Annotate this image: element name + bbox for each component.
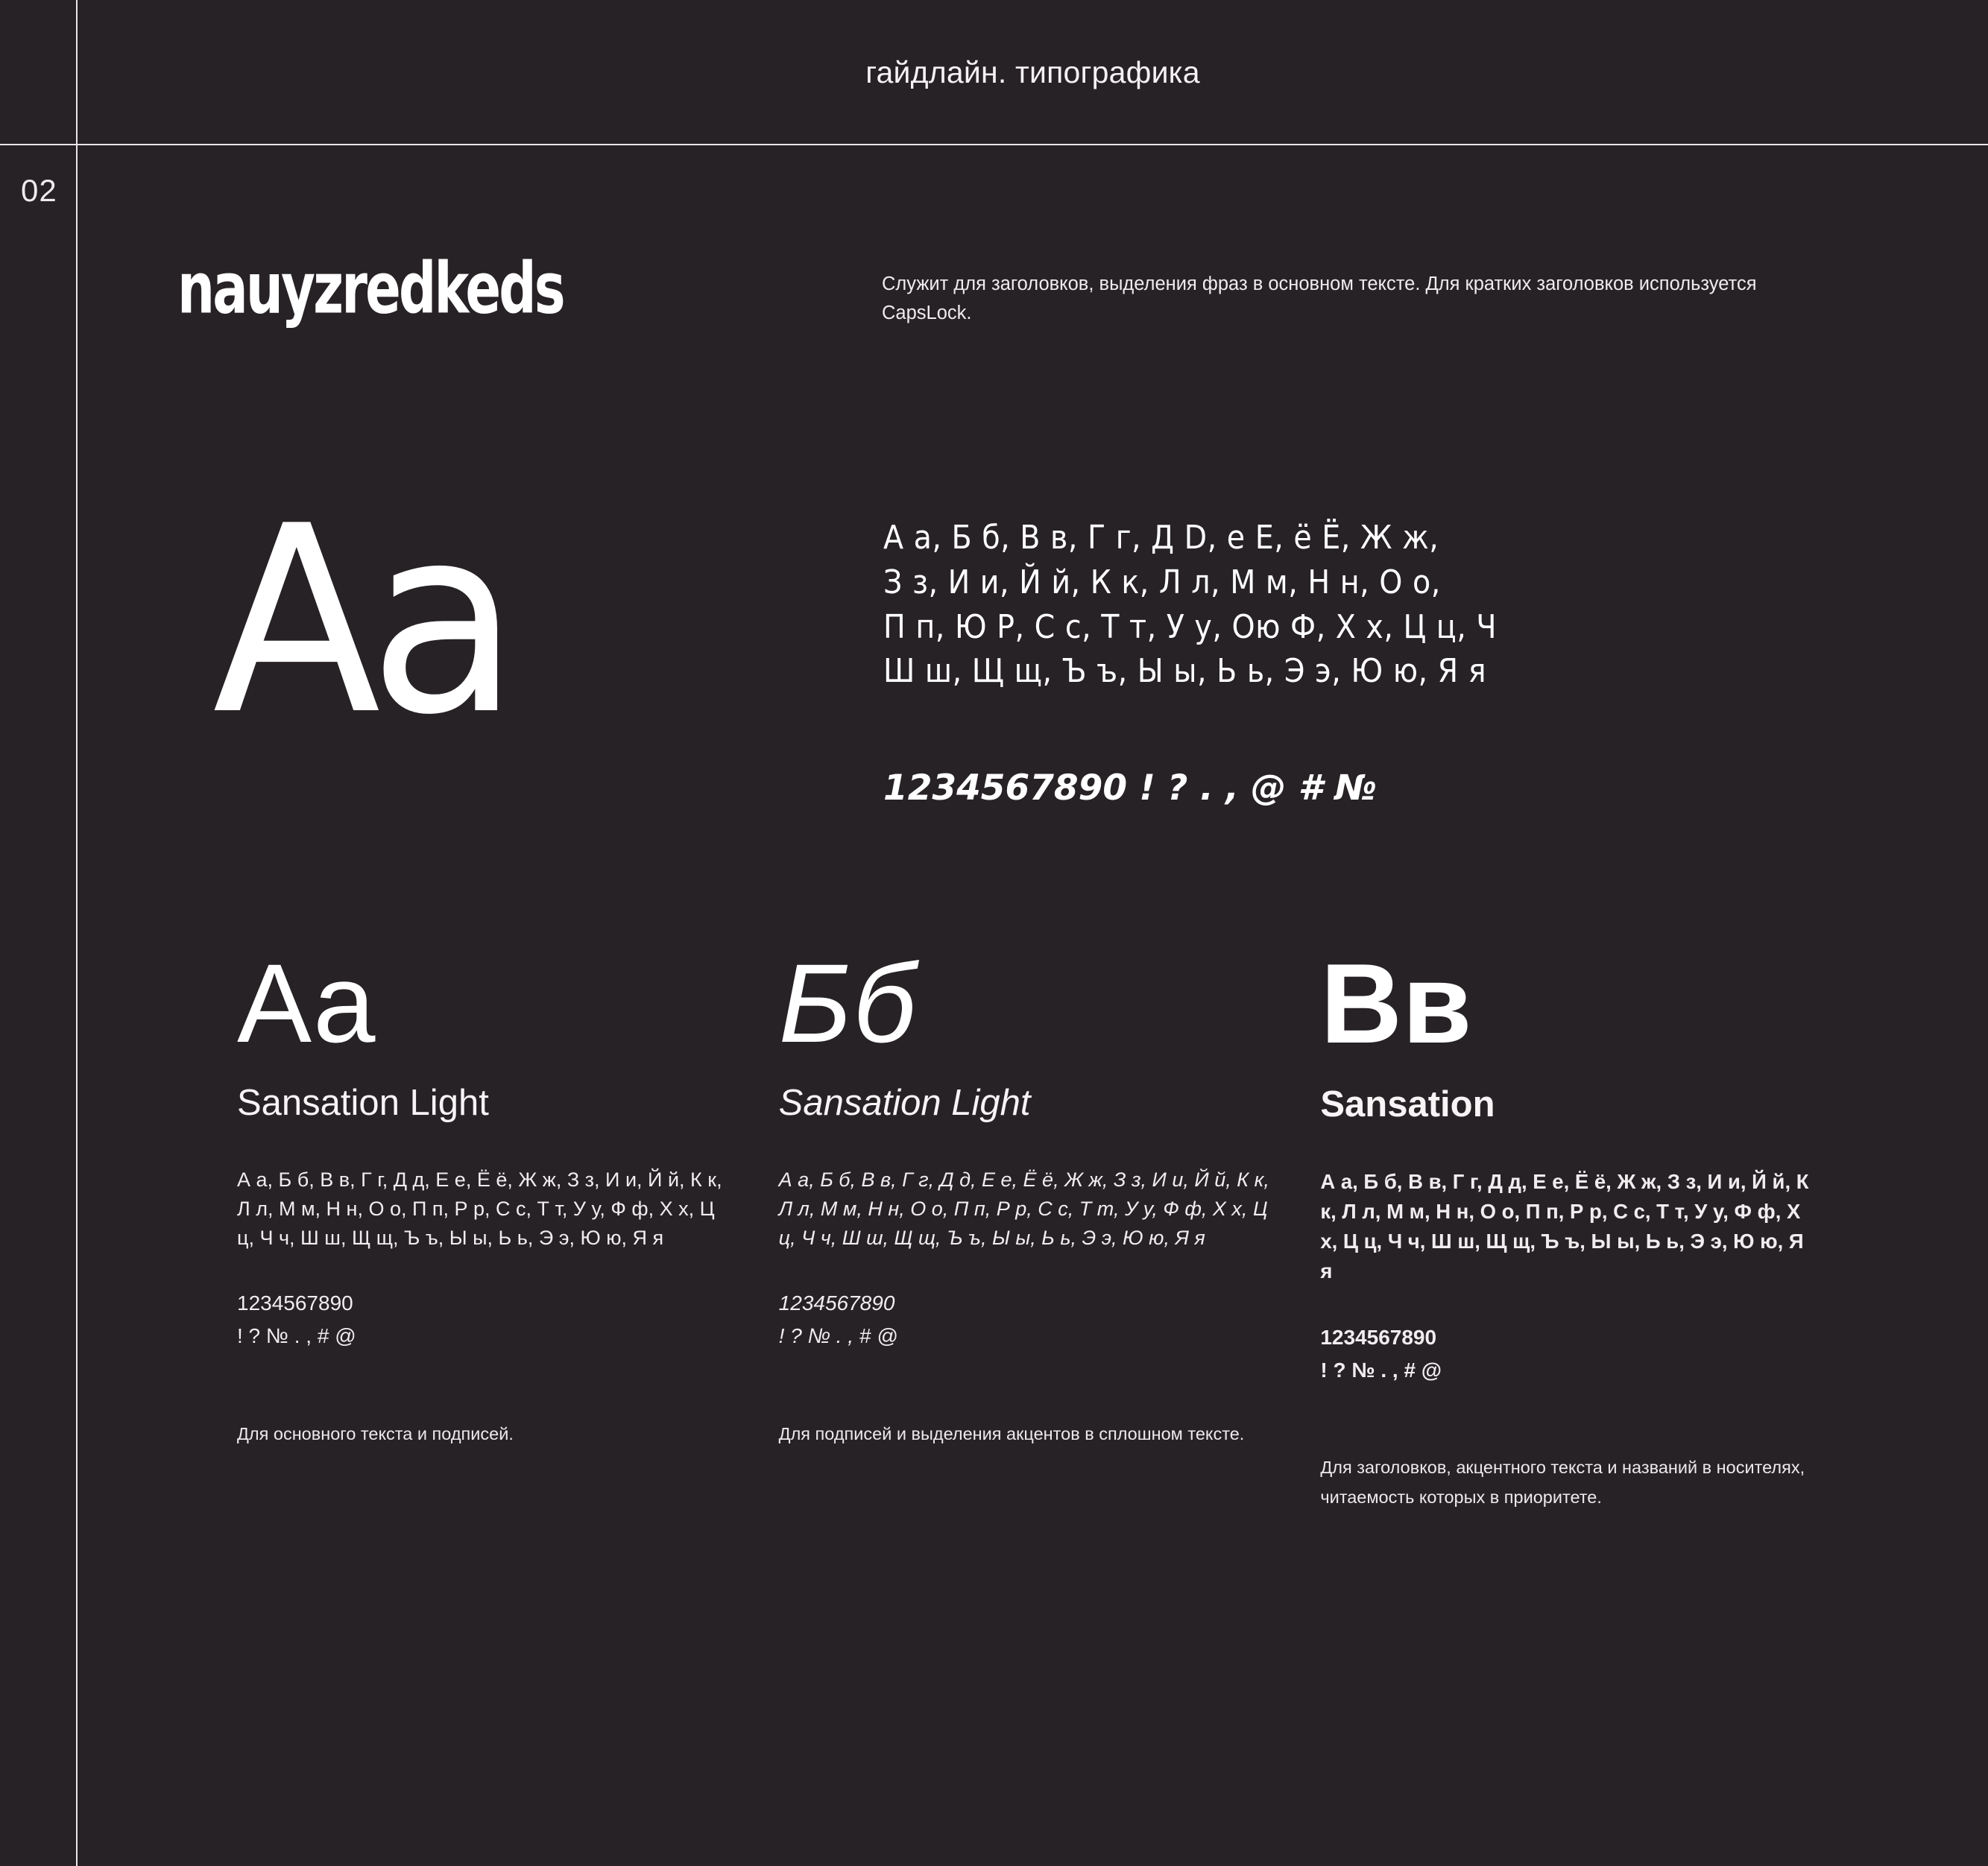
specimen-glyph-pair: Бб [778, 940, 918, 1066]
specimen-font-name: Sansation Light [778, 1083, 1031, 1123]
frame-vertical-rule [76, 0, 78, 1866]
display-font-description: Служит для заголовков, выделения фраз в основном тексте. Для кратких заголовков используется CapsLock. [882, 273, 1757, 323]
page-number: 02 [21, 173, 57, 208]
specimen-figures-symbols: ! ? № . , # @ [237, 1324, 356, 1348]
display-alphabet-row: П п, Ю Р, С с, Т т, У у, Ою Ф, Х х, Ц ц, Ч [883, 607, 1497, 646]
display-font-figures: 1234567890 ! ? . , @ # № [883, 768, 1378, 809]
specimen-figures-digits: 1234567890 [778, 1291, 895, 1315]
specimen-figures [237, 1287, 734, 1353]
display-alphabet-row: З з, И и, Й й, К к, Л л, М м, Н н, О о, [883, 563, 1441, 601]
specimen-glyph-pair: Вв [1320, 940, 1472, 1067]
specimen-figures-digits: 1234567890 [237, 1291, 353, 1315]
specimen-figures-digits: 1234567890 [1320, 1325, 1437, 1349]
display-font-alphabet [883, 516, 1852, 694]
specimen-figures [779, 1287, 1276, 1353]
specimen-usage-note: Для основного текста и подписей. [237, 1423, 514, 1443]
display-alphabet-row: Ш ш, Щ щ, Ъ ъ, Ы ы, Ь ь, Э э, Ю ю, Я я [883, 652, 1487, 691]
brand-wordmark: nauyzredkeds [177, 247, 564, 329]
specimen-usage-note: Для заголовков, акцентного текста и названий в носителях, читаемость которых в приоритете. [1320, 1457, 1805, 1508]
page-title: гайдлайн. типографика [865, 54, 1200, 89]
display-font-section [177, 247, 1988, 329]
specimen-alphabet: А а, Б б, В в, Г г, Д д, Е е, Ё ё, Ж ж, З з, И и, Й й, К к, Л л, М м, Н н, О о, П п, Р р, С с, Т т, У у, Ф ф, Х х, Ц ц, Ч ч, Ш ш, Щ щ, Ъ ъ, Ы ы, Ь ь, Э э, Ю ю, Я я [1320, 1169, 1809, 1283]
specimen-alphabet: А а, Б б, В в, Г г, Д д, Е е, Ё ё, Ж ж, З з, И и, Й й, К к, Л л, М м, Н н, О о, П п, Р р, С с, Т т, У у, Ф ф, Х х, Ц ц, Ч ч, Ш ш, Щ щ, Ъ ъ, Ы ы, Ь ь, Э э, Ю ю, Я я [778, 1168, 1269, 1250]
specimen-column-light-italic [778, 940, 1321, 1513]
specimen-figures-symbols: ! ? № . , # @ [778, 1324, 898, 1348]
display-font-glyph-pair: Аа [212, 470, 508, 771]
specimen-font-name: Sansation Light [237, 1083, 489, 1123]
specimen-alphabet: А а, Б б, В в, Г г, Д д, Е е, Ё ё, Ж ж, З з, И и, Й й, К к, Л л, М м, Н н, О о, П п, Р р, С с, Т т, У у, Ф ф, Х х, Ц ц, Ч ч, Ш ш, Щ щ, Ъ ъ, Ы ы, Ь ь, Э э, Ю ю, Я я [237, 1168, 722, 1250]
specimen-figures-symbols: ! ? № . , # @ [1320, 1358, 1442, 1382]
specimen-column-bold [1320, 940, 1862, 1513]
specimen-column-light [237, 940, 779, 1513]
specimen-figures [1320, 1321, 1817, 1387]
specimen-columns [237, 940, 1862, 1513]
specimen-usage-note: Для подписей и выделения акцентов в сплошном тексте. [778, 1423, 1245, 1443]
specimen-glyph-pair: Aa [237, 940, 377, 1066]
page-header [78, 0, 1988, 145]
specimen-font-name: Sansation [1320, 1084, 1495, 1125]
display-alphabet-row: А а, Б б, В в, Г г, Д D, е Е, ё Ё, Ж ж, [883, 519, 1439, 557]
